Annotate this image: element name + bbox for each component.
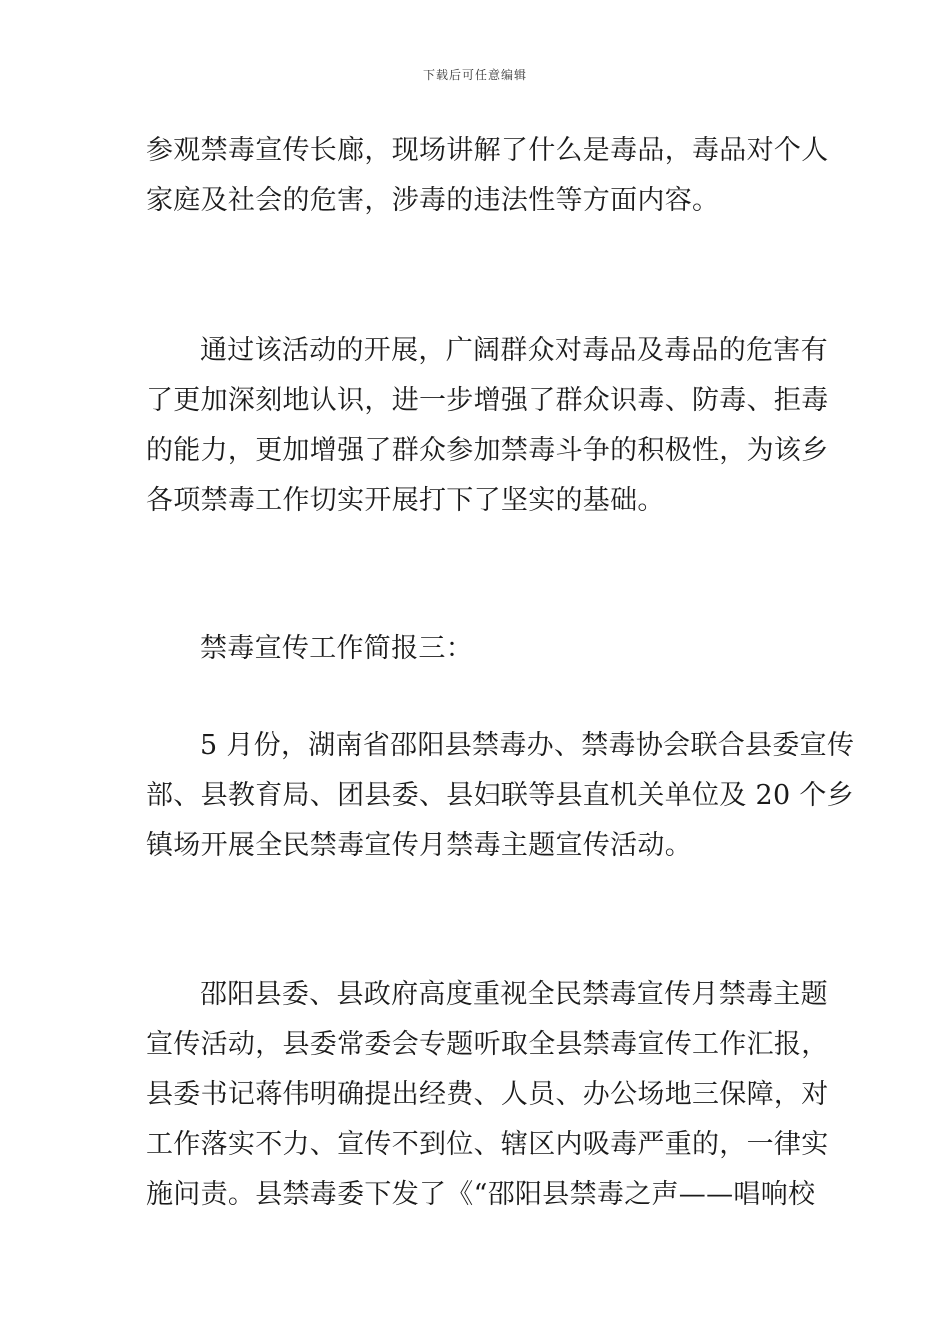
page-header-caption: 下载后可任意编辑 bbox=[422, 68, 527, 82]
paragraph-line: 邵阳县委、县政府高度重视全民禁毒宣传月禁毒主题 bbox=[200, 979, 828, 1010]
paragraph-4 bbox=[146, 970, 829, 1220]
paragraph-line: 部、县教育局、团县委、县妇联等县直机关单位及 20 个乡 bbox=[146, 780, 854, 811]
section-heading-text: 禁毒宣传工作简报三： bbox=[200, 633, 473, 664]
paragraph-line: 通过该活动的开展，广阔群众对毒品及毒品的危害有 bbox=[200, 335, 828, 366]
paragraph-1 bbox=[146, 126, 829, 226]
paragraph-line: 县委书记蒋伟明确提出经费、人员、办公场地三保障，对 bbox=[146, 1079, 829, 1110]
paragraph-line: 5 月份，湖南省邵阳县禁毒办、禁毒协会联合县委宣传 bbox=[200, 730, 855, 761]
paragraph-line: 的能力，更加增强了群众参加禁毒斗争的积极性，为该乡 bbox=[146, 435, 829, 466]
paragraph-2 bbox=[146, 326, 829, 526]
section-heading bbox=[146, 624, 810, 674]
paragraph-line: 家庭及社会的危害，涉毒的违法性等方面内容。 bbox=[146, 185, 720, 216]
paragraph-line: 宣传活动，县委常委会专题听取全县禁毒宣传工作汇报， bbox=[146, 1029, 829, 1060]
paragraph-3 bbox=[146, 721, 855, 871]
paragraph-line: 镇场开展全民禁毒宣传月禁毒主题宣传活动。 bbox=[146, 830, 692, 861]
paragraph-line: 工作落实不力、宣传不到位、辖区内吸毒严重的，一律实 bbox=[146, 1129, 829, 1160]
paragraph-line: 各项禁毒工作切实开展打下了坚实的基础。 bbox=[146, 485, 665, 516]
paragraph-line: 施问责。县禁毒委下发了《“邵阳县禁毒之声——唱响校 bbox=[146, 1179, 816, 1210]
paragraph-line: 了更加深刻地认识，进一步增强了群众识毒、防毒、拒毒 bbox=[146, 385, 829, 416]
paragraph-line: 参观禁毒宣传长廊，现场讲解了什么是毒品，毒品对个人 bbox=[146, 135, 829, 166]
